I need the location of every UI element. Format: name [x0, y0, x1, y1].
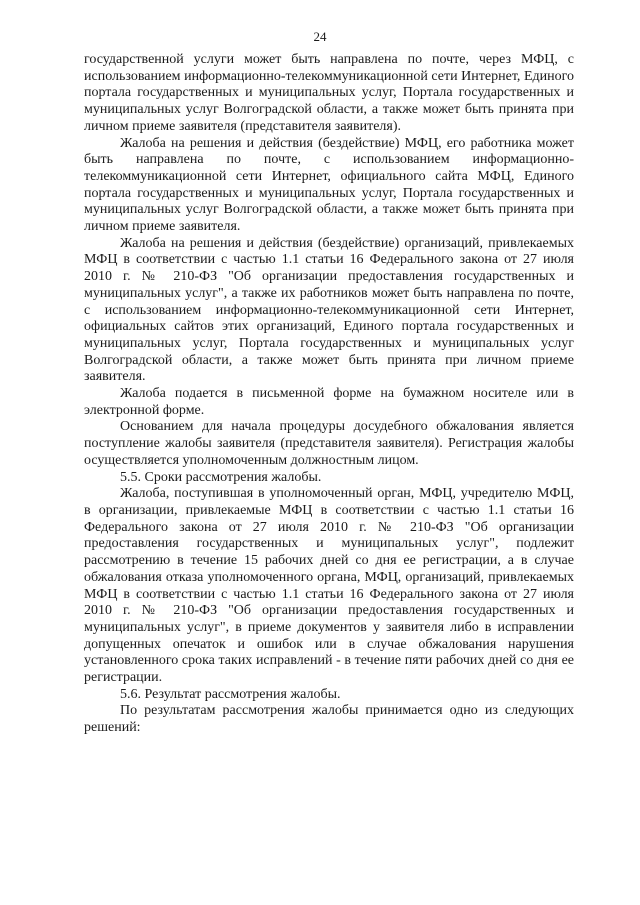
- paragraph-review-result: По результатам рассмотрения жалобы принимается одно из следующих решений:: [84, 703, 574, 736]
- paragraph-organizations-complaint: Жалоба на решения и действия (бездействие) организаций, привлекаемых МФЦ в соответствии с частью 1.1 статьи 16 Федерального закона от 27 июля 2010 г. № 210-ФЗ "Об организации предоставления государственных и муниципальных услуг", а также их работников может быть направлена по почте, с использованием информационно-телекоммуникационной сети Интернет, официальных сайтов этих организаций, Единого портала государственных и муниципальных услуг, Портала государственных и муниципальных услуг Волгоградской области, а также может быть принята при личном приеме заявителя.: [84, 235, 574, 385]
- section-heading-5-6: 5.6. Результат рассмотрения жалобы.: [120, 686, 341, 702]
- document-body: [84, 52, 574, 737]
- section-heading-5-5: 5.5. Сроки рассмотрения жалобы.: [120, 469, 322, 485]
- paragraph-review-deadlines: Жалоба, поступившая в уполномоченный орган, МФЦ, учредителю МФЦ, в организации, привлекаемые МФЦ в соответствии с частью 1.1 статьи 16 Федерального закона от 27 июля 2010 г. № 210-ФЗ "Об организации предоставления государственных и муниципальных услуг", подлежит рассмотрению в течение 15 рабочих дней со дня ее регистрации, а в случае обжалования отказа уполномоченного органа, МФЦ, организаций, привлекаемых МФЦ в соответствии с частью 1.1 статьи 16 Федерального закона от 27 июля 2010 г. № 210-ФЗ "Об организации предоставления государственных и муниципальных услуг", в приеме документов у заявителя либо в исправлении допущенных опечаток и ошибок или в случае обжалования нарушения установленного срока таких исправлений - в течение пяти рабочих дней со дня ее регистрации.: [84, 486, 574, 686]
- paragraph-mfc-complaint: Жалоба на решения и действия (бездействие) МФЦ, его работника может быть направлена по почте, с использованием информационно-телекоммуникационной сети Интернет, официального сайта МФЦ, Единого портала государственных и муниципальных услуг, Портала государственных и муниципальных услуг Волгоградской области, а также может быть принята при личном приеме заявителя.: [84, 135, 574, 235]
- paragraph-complaint-grounds: Основанием для начала процедуры досудебного обжалования является поступление жалобы заявителя (представителя заявителя). Регистрация жалобы осуществляется уполномоченным должностным лицом.: [84, 419, 574, 468]
- paragraph-complaint-channels-continued: государственной услуги может быть направлена по почте, через МФЦ, с использованием информационно-телекоммуникационной сети Интернет, Единого портала государственных и муниципальных услуг, Портала государственных и муниципальных услуг Волгоградской области, а также может быть принята при личном приеме заявителя (представителя заявителя).: [84, 52, 574, 134]
- page-number: 24: [313, 29, 327, 44]
- paragraph-complaint-form: Жалоба подается в письменной форме на бумажном носителе или в электронной форме.: [84, 386, 574, 418]
